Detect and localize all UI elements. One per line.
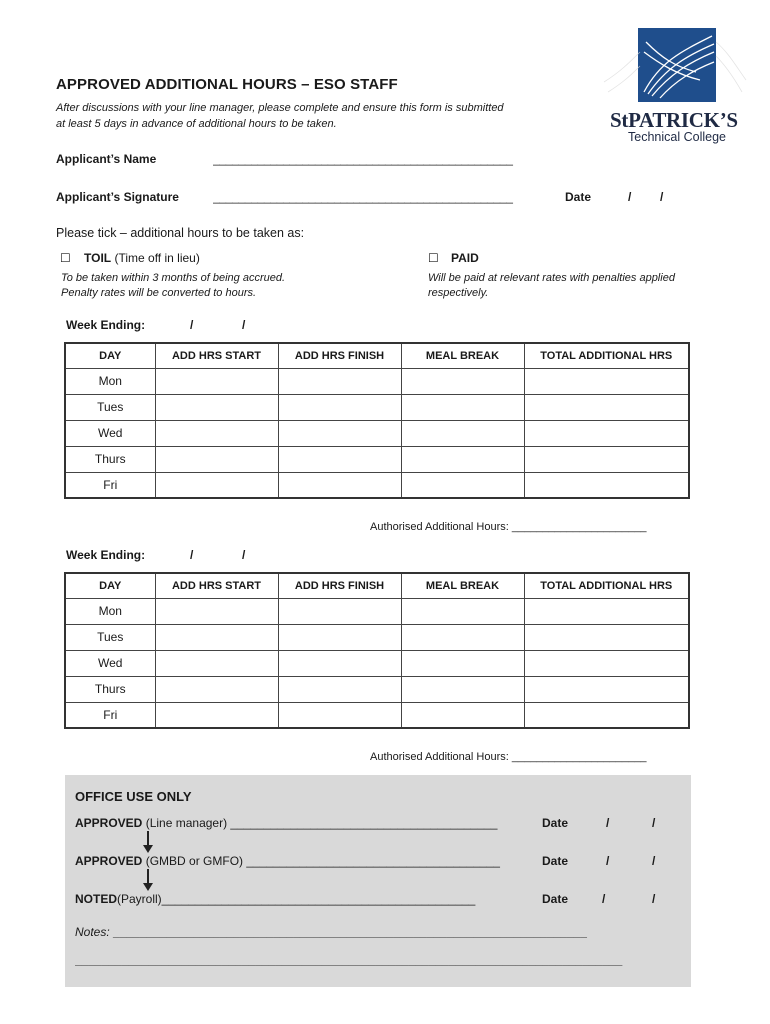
table-row bbox=[65, 446, 689, 472]
hours-entry-cell[interactable] bbox=[524, 650, 689, 676]
office-date-label: Date bbox=[542, 816, 569, 830]
hours-entry-cell[interactable] bbox=[155, 598, 278, 624]
table-row bbox=[65, 702, 689, 728]
office-row-gm[interactable] bbox=[75, 854, 535, 868]
hours-entry-cell[interactable] bbox=[278, 598, 401, 624]
hours-entry-cell[interactable] bbox=[401, 394, 524, 420]
column-header: ADD HRS START bbox=[155, 343, 278, 368]
hours-entry-cell[interactable] bbox=[155, 420, 278, 446]
table-row bbox=[65, 676, 689, 702]
day-cell: Wed bbox=[65, 650, 155, 676]
notes-label: Notes: bbox=[75, 925, 110, 939]
notes-line-2[interactable]: __________________________________________________________________________________ bbox=[75, 953, 623, 967]
approved-label: APPROVED bbox=[75, 854, 143, 868]
payroll-field: (Payroll)_______________________________________________ bbox=[117, 892, 476, 906]
day-cell: Tues bbox=[65, 624, 155, 650]
week2-date-slash: / bbox=[190, 548, 194, 562]
logo-subtitle: Technical College bbox=[628, 130, 726, 144]
intro-line-2: at least 5 days in advance of additional hours to be taken. bbox=[56, 118, 337, 130]
day-cell: Mon bbox=[65, 598, 155, 624]
office-use-panel bbox=[65, 775, 691, 987]
hours-entry-cell[interactable] bbox=[155, 368, 278, 394]
paid-note bbox=[428, 271, 675, 301]
table-row bbox=[65, 472, 689, 498]
down-arrow-icon bbox=[143, 869, 153, 891]
column-header: DAY bbox=[65, 573, 155, 598]
table-row bbox=[65, 394, 689, 420]
form-intro bbox=[56, 100, 556, 132]
notes-line-1: _______________________________________________________________________ bbox=[113, 925, 587, 939]
hours-entry-cell[interactable] bbox=[278, 702, 401, 728]
hours-entry-cell[interactable] bbox=[278, 676, 401, 702]
toil-note-2: Penalty rates will be converted to hours. bbox=[61, 287, 257, 299]
office-date-slash: / bbox=[652, 892, 656, 906]
toil-note-1: To be taken within 3 months of being accrued. bbox=[61, 272, 286, 284]
day-cell: Fri bbox=[65, 472, 155, 498]
week2-authorised-hours[interactable]: Authorised Additional Hours: ______________________ bbox=[370, 751, 647, 763]
column-header: ADD HRS START bbox=[155, 573, 278, 598]
column-header: ADD HRS FINISH bbox=[278, 343, 401, 368]
column-header: TOTAL ADDITIONAL HRS bbox=[524, 343, 689, 368]
hours-entry-cell[interactable] bbox=[155, 650, 278, 676]
toil-option bbox=[84, 251, 200, 265]
week2-hours-table bbox=[64, 572, 690, 729]
table-row bbox=[65, 650, 689, 676]
paid-note-1: Will be paid at relevant rates with penalties applied bbox=[428, 272, 675, 284]
office-date-slash: / bbox=[602, 892, 606, 906]
hours-entry-cell[interactable] bbox=[524, 446, 689, 472]
logo-st: St bbox=[610, 108, 629, 132]
toil-checkbox[interactable]: ☐ bbox=[60, 251, 71, 265]
table-row bbox=[65, 624, 689, 650]
hours-entry-cell[interactable] bbox=[524, 676, 689, 702]
office-date-slash: / bbox=[652, 816, 656, 830]
office-row-line-manager[interactable] bbox=[75, 816, 535, 830]
paid-label: PAID bbox=[451, 251, 479, 265]
hours-entry-cell[interactable] bbox=[524, 472, 689, 498]
column-header: MEAL BREAK bbox=[401, 343, 524, 368]
table-row bbox=[65, 420, 689, 446]
office-date-slash: / bbox=[652, 854, 656, 868]
office-date-slash: / bbox=[606, 854, 610, 868]
hours-entry-cell[interactable] bbox=[155, 624, 278, 650]
column-header: TOTAL ADDITIONAL HRS bbox=[524, 573, 689, 598]
hours-entry-cell[interactable] bbox=[278, 650, 401, 676]
form-title: APPROVED ADDITIONAL HOURS – ESO STAFF bbox=[56, 76, 398, 93]
week1-ending-label: Week Ending: bbox=[66, 318, 146, 332]
toil-sub: (Time off in lieu) bbox=[114, 251, 200, 265]
table-header-row bbox=[65, 573, 689, 598]
paid-checkbox[interactable]: ☐ bbox=[428, 251, 439, 265]
office-row-payroll[interactable] bbox=[75, 892, 537, 906]
paid-note-2: respectively. bbox=[428, 287, 489, 299]
column-header: ADD HRS FINISH bbox=[278, 573, 401, 598]
toil-note bbox=[61, 271, 285, 301]
day-cell: Wed bbox=[65, 420, 155, 446]
college-logo bbox=[600, 22, 750, 152]
day-cell: Thurs bbox=[65, 676, 155, 702]
office-notes[interactable] bbox=[75, 925, 663, 939]
hours-entry-cell[interactable] bbox=[401, 420, 524, 446]
hours-entry-cell[interactable] bbox=[155, 676, 278, 702]
hours-entry-cell[interactable] bbox=[524, 702, 689, 728]
table-row bbox=[65, 368, 689, 394]
down-arrow-icon bbox=[143, 831, 153, 853]
column-header: MEAL BREAK bbox=[401, 573, 524, 598]
hours-entry-cell[interactable] bbox=[155, 702, 278, 728]
day-cell: Tues bbox=[65, 394, 155, 420]
tick-prompt: Please tick – additional hours to be taken as: bbox=[56, 226, 305, 240]
applicant-signature-field[interactable]: _______________________________________________ bbox=[213, 190, 513, 204]
approved-label: APPROVED bbox=[75, 816, 143, 830]
applicant-date-label: Date bbox=[565, 190, 592, 204]
table-row bbox=[65, 598, 689, 624]
hours-entry-cell[interactable] bbox=[401, 702, 524, 728]
toil-label: TOIL bbox=[84, 251, 112, 265]
hours-entry-cell[interactable] bbox=[524, 598, 689, 624]
week1-date-slash: / bbox=[190, 318, 194, 332]
hours-entry-cell[interactable] bbox=[524, 394, 689, 420]
logo-name: PATRICK’S bbox=[628, 108, 738, 132]
office-date-label: Date bbox=[542, 854, 569, 868]
hours-entry-cell[interactable] bbox=[155, 394, 278, 420]
office-date-label: Date bbox=[542, 892, 569, 906]
hours-entry-cell[interactable] bbox=[401, 650, 524, 676]
hours-entry-cell[interactable] bbox=[155, 446, 278, 472]
hours-entry-cell[interactable] bbox=[524, 624, 689, 650]
hours-entry-cell[interactable] bbox=[401, 368, 524, 394]
hours-entry-cell[interactable] bbox=[155, 472, 278, 498]
applicant-date-slash: / bbox=[628, 190, 632, 204]
hours-entry-cell[interactable] bbox=[278, 420, 401, 446]
week1-date-slash: / bbox=[242, 318, 246, 332]
table-header-row bbox=[65, 343, 689, 368]
intro-line-1: After discussions with your line manager, please complete and ensure this form is submitted bbox=[56, 102, 504, 114]
applicant-name-label: Applicant’s Name bbox=[56, 152, 157, 166]
hours-entry-cell[interactable] bbox=[401, 472, 524, 498]
week1-hours-table bbox=[64, 342, 690, 499]
hours-entry-cell[interactable] bbox=[278, 368, 401, 394]
day-cell: Mon bbox=[65, 368, 155, 394]
line-manager-field: (Line manager) ________________________________________ bbox=[145, 816, 498, 830]
hours-entry-cell[interactable] bbox=[278, 472, 401, 498]
hours-entry-cell[interactable] bbox=[401, 676, 524, 702]
gm-field: (GMBD or GMFO) ______________________________________ bbox=[145, 854, 500, 868]
hours-entry-cell[interactable] bbox=[401, 446, 524, 472]
day-cell: Thurs bbox=[65, 446, 155, 472]
week2-date-slash: / bbox=[242, 548, 246, 562]
office-date-slash: / bbox=[606, 816, 610, 830]
hours-entry-cell[interactable] bbox=[278, 624, 401, 650]
hours-entry-cell[interactable] bbox=[278, 446, 401, 472]
week1-authorised-hours[interactable]: Authorised Additional Hours: ______________________ bbox=[370, 521, 647, 533]
hours-entry-cell[interactable] bbox=[278, 394, 401, 420]
hours-entry-cell[interactable] bbox=[524, 420, 689, 446]
hours-entry-cell[interactable] bbox=[401, 624, 524, 650]
week2-ending-label: Week Ending: bbox=[66, 548, 146, 562]
applicant-date-slash: / bbox=[660, 190, 664, 204]
hours-entry-cell[interactable] bbox=[524, 368, 689, 394]
office-title: OFFICE USE ONLY bbox=[75, 789, 192, 804]
applicant-name-field[interactable]: _______________________________________________ bbox=[213, 152, 513, 166]
hours-entry-cell[interactable] bbox=[401, 598, 524, 624]
noted-label: NOTED bbox=[75, 892, 117, 906]
applicant-signature-label: Applicant’s Signature bbox=[56, 190, 179, 204]
column-header: DAY bbox=[65, 343, 155, 368]
day-cell: Fri bbox=[65, 702, 155, 728]
